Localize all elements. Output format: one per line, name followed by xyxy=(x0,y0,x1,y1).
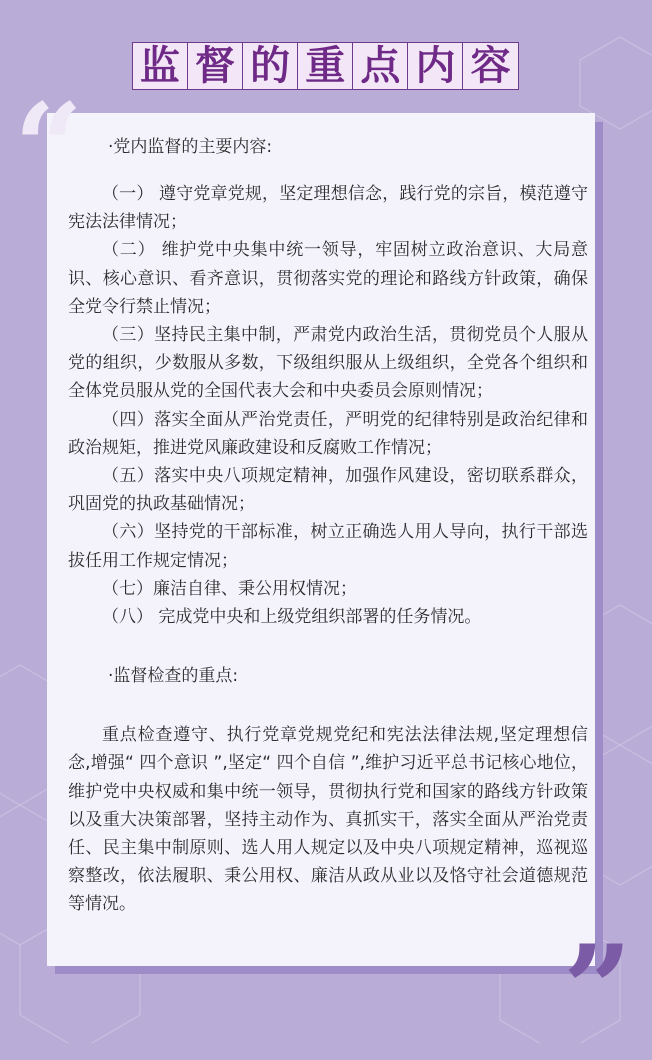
list-item: （六）坚持党的干部标准，树立正确选人用人导向，执行干部选拔任用工作规定情况； xyxy=(68,522,588,571)
title-char: 监 xyxy=(132,42,189,90)
title-char: 重 xyxy=(297,42,354,90)
section-heading-inspection-focus: ·监督检查的重点: xyxy=(108,666,239,687)
list-item: （五）落实中央八项规定精神，加强作风建设，密切联系群众，巩固党的执政基础情况； xyxy=(68,466,588,515)
open-quote-icon: “ xyxy=(14,77,84,218)
article-content xyxy=(68,130,588,919)
list-item: （八） 完成党中央和上级党组织部署的任务情况。 xyxy=(102,607,482,628)
page-title xyxy=(133,42,519,90)
inspection-focus-body: 重点检查遵守、执行党章党规党纪和宪法法律法规,坚定理想信念,增强“ 四个意识 ”,坚定“ 四个自信 ”,维护习近平总书记核心地位，维护党中央权威和集中统一领导，贯彻执行党和国家的路线方针政策以及重大决策部署，坚持主动作为、真抓实干，落实全面从严治党责任、民主集中制原则、选人用人规定以及中央八项规定精神，巡视巡察整改，依法履职、秉公用权、廉洁从政从业以及恪守社会道德规范等情况。 xyxy=(68,725,588,915)
title-char: 点 xyxy=(352,42,409,90)
title-char: 的 xyxy=(242,42,299,90)
title-char: 容 xyxy=(462,42,519,90)
section-heading-main-content: ·党内监督的主要内容: xyxy=(108,137,273,157)
list-item: （一） 遵守党章党规，坚定理想信念，践行党的宗旨，模范遵守宪法法律情况； xyxy=(68,184,588,233)
close-quote-icon: ” xyxy=(563,919,633,1060)
title-char: 内 xyxy=(407,42,464,90)
list-item: （七）廉洁自律、秉公用权情况； xyxy=(102,578,357,599)
list-item: （二） 维护党中央集中统一领导，牢固树立政治意识、大局意识、核心意识、看齐意识，贯彻落实党的理论和路线方针政策，确保全党令行禁止情况； xyxy=(68,240,588,317)
title-char: 督 xyxy=(187,42,244,90)
list-item: （四）落实全面从严治党责任，严明党的纪律特别是政治纪律和政治规矩，推进党风廉政建设和反腐败工作情况； xyxy=(68,409,588,458)
list-item: （三）坚持民主集中制，严肃党内政治生活，贯彻党员个人服从党的组织，少数服从多数，下级组织服从上级组织，全党各个组织和全体党员服从党的全国代表大会和中央委员会原则情况； xyxy=(68,325,588,402)
